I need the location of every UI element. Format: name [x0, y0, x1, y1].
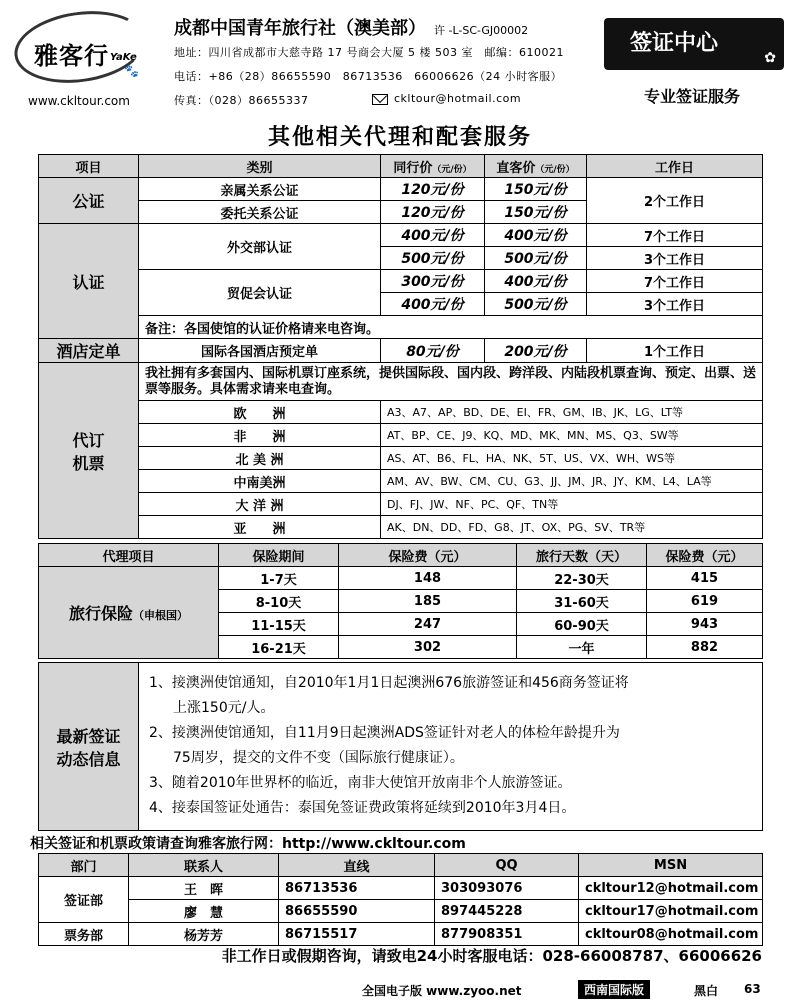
- page-title: 其他相关代理和配套服务: [267, 125, 532, 150]
- table-header: 代理项目 保险期间 保险费（元） 旅行天数（天） 保险费（元）: [39, 544, 763, 567]
- page-number: 63: [744, 982, 761, 996]
- news-item-cont: 上涨150元/人。: [173, 700, 275, 716]
- table-row: 大 洋 洲 DJ、FJ、JW、NF、PC、QF、TN等: [39, 493, 763, 516]
- visa-center-badge: 签证中心 ✿: [604, 18, 784, 70]
- page-footer: [0, 978, 800, 1000]
- logo-text: 雅客行: [34, 42, 109, 70]
- table-row: 票务部 杨芳芳 86715517 877908351 ckltour08@hotmail.com: [39, 923, 763, 946]
- news-label: 最新签证 动态信息: [39, 663, 139, 831]
- email: ckltour@hotmail.com: [372, 92, 521, 105]
- table-row: 酒店定单 国际各国酒店预定单 80元/份 200元/份 1个工作日: [39, 339, 763, 363]
- table-row: 400元/份 500元/份 3个工作日: [39, 293, 763, 316]
- paw-icon: 🐾: [124, 64, 139, 78]
- visa-news-table: [38, 662, 763, 831]
- news-item: 3、随着2010年世界杯的临近，南非大使馆开放南非个人旅游签证。: [149, 775, 572, 791]
- table-header: 项目 类别 同行价（元/份） 直客价（元/份） 工作日: [39, 155, 763, 178]
- fax: 传真：（028）86655337: [174, 94, 309, 107]
- table-row: 委托关系公证 120元/份 150元/份: [39, 201, 763, 224]
- edition-tag: 西南国际版: [578, 980, 650, 999]
- news-list: [139, 663, 763, 831]
- table-row: 8-10天 185 31-60天 619: [39, 590, 763, 613]
- contact-table: [38, 853, 763, 946]
- table-row: 认证 外交部认证 400元/份 400元/份 7个工作日: [39, 224, 763, 247]
- header: [0, 0, 800, 112]
- table-row: 贸促会认证 300元/份 400元/份 7个工作日: [39, 270, 763, 293]
- table-row: 北 美 洲 AS、AT、B6、FL、HA、NK、5T、US、VX、WH、WS等: [39, 447, 763, 470]
- news-item: 2、接澳洲使馆通知，自11月9日起澳洲ADS签证针对老人的体检年龄提升为: [149, 725, 620, 741]
- news-item-cont: 75周岁，提交的文件不变（国际旅行健康证）。: [173, 750, 464, 766]
- company-logo: [14, 12, 146, 82]
- phone: 电话：+86（28）86655590 86713536 66006626（24 小时客服）: [174, 70, 563, 83]
- table-row: 廖 慧 86655590 897445228 ckltour17@hotmail.com: [39, 900, 763, 923]
- insurance-label: 旅行保险（申根国）: [39, 567, 219, 659]
- table-row: 16-21天 302 一年 882: [39, 636, 763, 659]
- flower-icon: ✿: [764, 50, 776, 66]
- mail-icon: [372, 94, 388, 105]
- table-row: 备注：各国使馆的认证价格请来电咨询。: [39, 316, 763, 339]
- service-table: [38, 154, 763, 539]
- table-row: 签证部 王 晖 86713536 303093076 ckltour12@hotmail.com: [39, 877, 763, 900]
- company-name: 成都中国青年旅行社（澳美部） 许 -L-SC-GJ00002: [174, 18, 529, 39]
- news-item: 1、接澳洲使馆通知，自2010年1月1日起澳洲676旅游签证和456商务签证将: [149, 675, 629, 691]
- edition: 全国电子版 www.zyoo.net: [362, 984, 522, 998]
- query-line: 相关签证和机票政策请查询雅客旅行网：http://www.ckltour.com: [30, 836, 466, 852]
- address: 地址：四川省成都市大慈寺路 17 号商会大厦 5 楼 503 室 邮编：610021: [174, 46, 564, 59]
- news-item: 4、接泰国签证处通告：泰国免签证费政策将延续到2010年3月4日。: [149, 800, 576, 816]
- table-row: 11-15天 247 60-90天 943: [39, 613, 763, 636]
- visa-service-slogan: 专业签证服务: [644, 87, 741, 106]
- table-row: 非 洲 AT、BP、CE、J9、KQ、MD、MK、MN、MS、Q3、SW等: [39, 424, 763, 447]
- table-row: 中南美洲 AM、AV、BW、CM、CU、G3、JJ、JM、JR、JY、KM、L4、LA等: [39, 470, 763, 493]
- table-header: 部门 联系人 直线 QQ MSN: [39, 854, 763, 877]
- table-row: 欧 洲 A3、A7、AP、BD、DE、EI、FR、GM、IB、JK、LG、LT等: [39, 401, 763, 424]
- table-row: 代订 机票 我社拥有多套国内、国际机票订座系统，提供国际段、国内段、跨洋段、内陆段机票查询、预定、出票、送票等服务。具体需求请来电查询。: [39, 363, 763, 401]
- insurance-table: [38, 543, 763, 659]
- ticket-label: 代订 机票: [39, 363, 139, 539]
- table-row: 旅行保险（申根国） 1-7天 148 22-30天 415: [39, 567, 763, 590]
- hotline: 非工作日或假期咨询，请致电24小时客服电话：028-66008787、66006626: [221, 947, 762, 965]
- table-row: 公证 亲属关系公证 120元/份 150元/份 2个工作日: [39, 178, 763, 201]
- print-mode: 黑白: [694, 984, 719, 998]
- table-row: [39, 663, 763, 831]
- logo-sub: YaKe: [110, 52, 137, 63]
- website[interactable]: www.ckltour.com: [28, 94, 130, 108]
- table-row: 500元/份 500元/份 3个工作日: [39, 247, 763, 270]
- table-row: 亚 洲 AK、DN、DD、FD、G8、JT、OX、PG、SV、TR等: [39, 516, 763, 539]
